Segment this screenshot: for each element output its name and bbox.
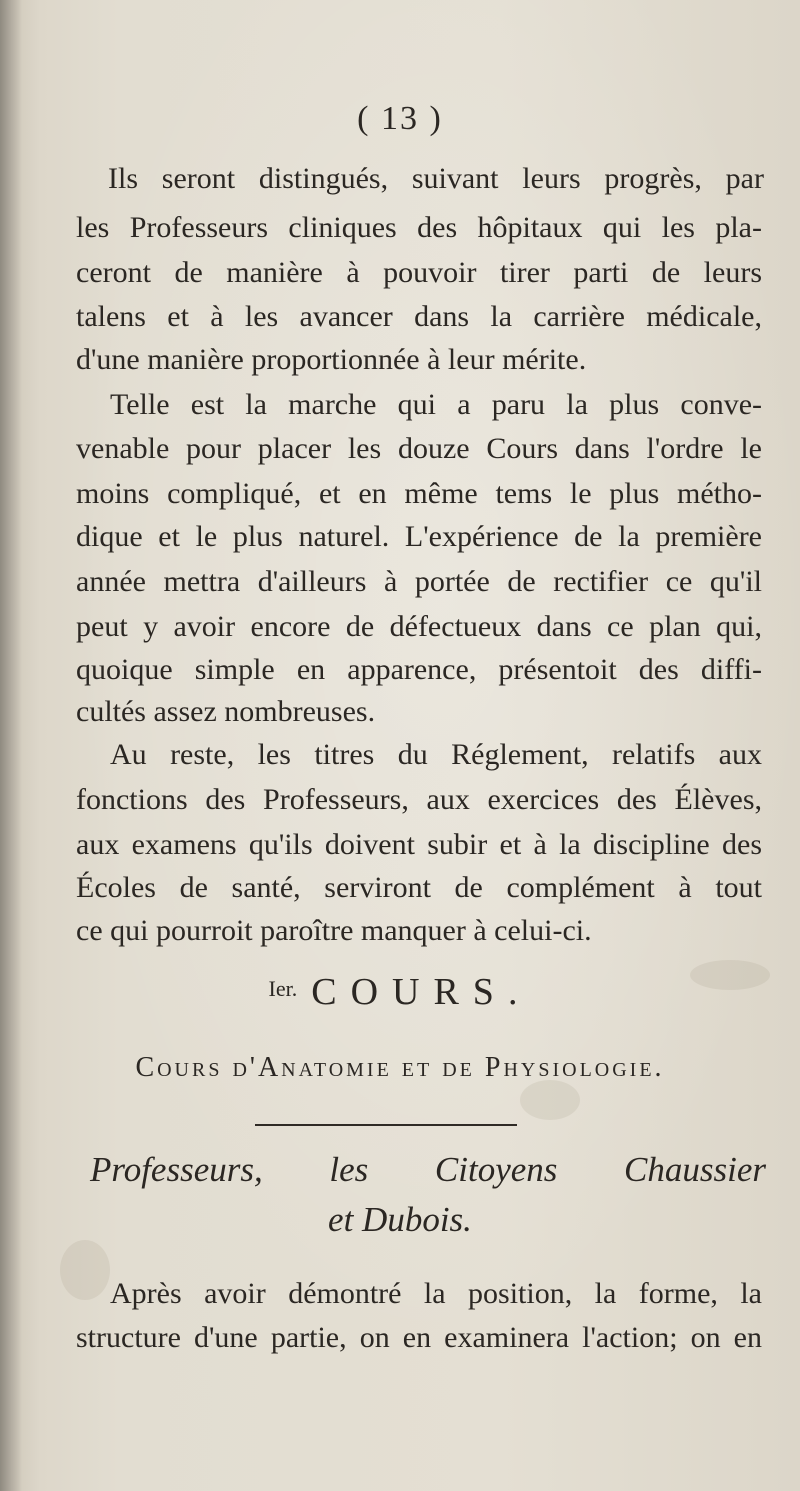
text-line: ceront de manière à pouvoir tirer parti de leurs [76, 256, 762, 289]
text-line: Après avoir démontré la position, la forme, la [110, 1277, 762, 1310]
text-line: ce qui pourroit paroître manquer à celui-ci. [76, 914, 592, 947]
text-line: Écoles de santé, serviront de complément à tout [76, 871, 762, 904]
text-line: quoique simple en apparence, présentoit des diffi- [76, 653, 762, 686]
text-line: aux examens qu'ils doivent subir et à la discipline des [76, 828, 762, 861]
paper-stain [60, 1240, 110, 1300]
professors-line: et Dubois. [328, 1200, 472, 1239]
page-number: ( 13 ) [357, 100, 443, 137]
professors-line: Professeurs, les Citoyens Chaussier [90, 1150, 766, 1189]
text-line: dique et le plus naturel. L'expérience de la première [76, 520, 762, 553]
section-heading [0, 970, 800, 1014]
section-word: COURS. [311, 971, 532, 1013]
text-line: Telle est la marche qui a paru la plus conve- [110, 388, 762, 421]
paper-stain [520, 1080, 580, 1120]
text-line: venable pour placer les douze Cours dans l'ordre le [76, 432, 762, 465]
section-number: Ier. [268, 976, 298, 1001]
text-line: d'une manière proportionnée à leur mérite. [76, 343, 587, 376]
text-line: fonctions des Professeurs, aux exercices des Élèves, [76, 783, 762, 816]
text-line: talens et à les avancer dans la carrière médicale, [76, 300, 762, 333]
text-line: les Professeurs cliniques des hôpitaux qui les pla- [76, 211, 762, 244]
text-line: peut y avoir encore de défectueux dans ce plan qui, [76, 610, 762, 643]
text-line: année mettra d'ailleurs à portée de rectifier ce qu'il [76, 565, 762, 598]
course-title: Cours d'Anatomie et de Physiologie. [135, 1052, 665, 1083]
text-line: structure d'une partie, on en examinera l'action; on en [76, 1321, 762, 1354]
text-line: Au reste, les titres du Réglement, relatifs aux [110, 738, 762, 771]
text-line: moins compliqué, et en même tems le plus métho- [76, 477, 762, 510]
text-line: cultés assez nombreuses. [76, 695, 376, 728]
divider-rule [255, 1124, 517, 1126]
text-line: Ils seront distingués, suivant leurs progrès, par [108, 162, 764, 195]
page-gutter-shadow [0, 0, 22, 1491]
